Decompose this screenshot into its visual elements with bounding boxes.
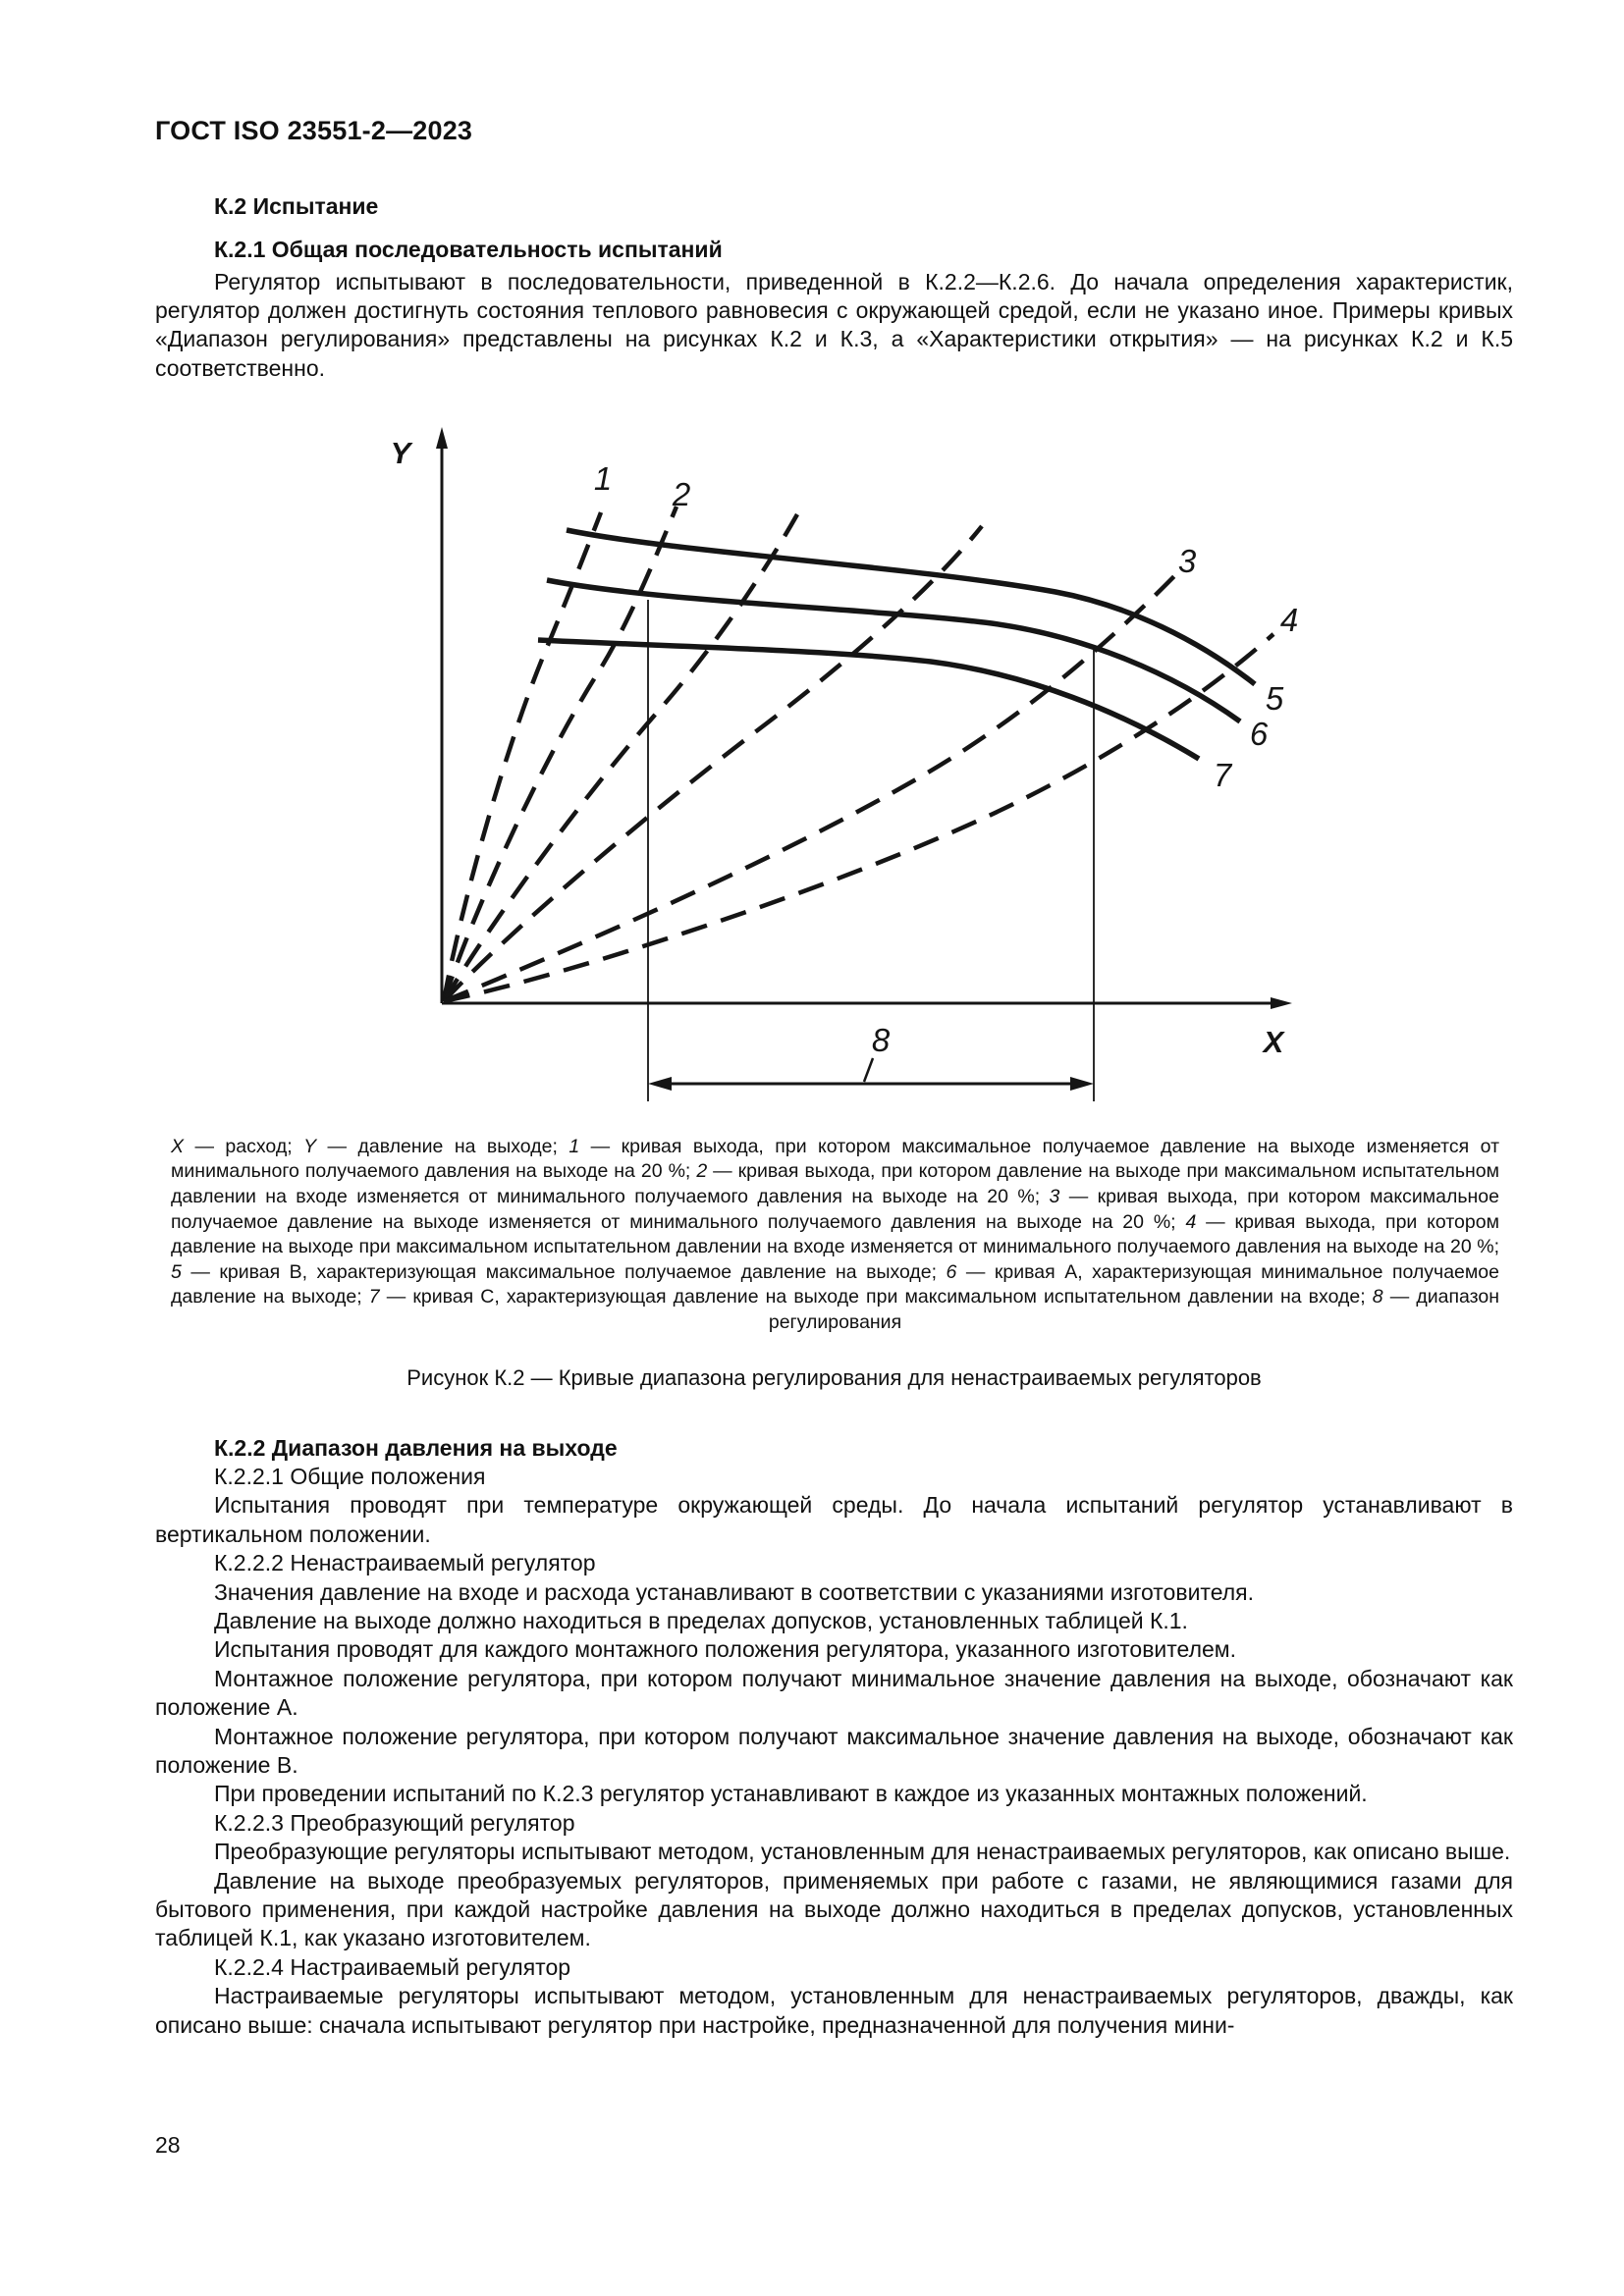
paragraph: Преобразующие регуляторы испытывают методом, установленным для ненастраиваемых регуляторов, как описано выше. xyxy=(214,1839,1511,1865)
paragraph: Давление на выходе преобразуемых регуляторов, применяемых при работе с газами, не являющимися газами для бытового применения, при каждой настройке давления на выходе должно находиться в пределах допусков, установленных таблицей К.1, как указано изготовителем. xyxy=(155,1867,1513,1951)
curve-4 xyxy=(444,634,1273,1001)
curve-label-2: 2 xyxy=(672,475,691,512)
section-title-k2: К.2 Испытание xyxy=(214,193,379,219)
curve-label-1: 1 xyxy=(593,459,613,497)
curve-A-6 xyxy=(547,580,1240,721)
section-title-k221: К.2.2.1 Общие положения xyxy=(214,1463,486,1489)
curve-label-7: 7 xyxy=(1213,756,1232,793)
paragraph: При проведении испытаний по К.2.3 регулятор устанавливают в каждое из указанных монтажных положений. xyxy=(214,1781,1368,1807)
curve-label-5: 5 xyxy=(1265,679,1284,717)
x-axis-label: X xyxy=(1263,1024,1284,1059)
x-axis xyxy=(442,997,1292,1009)
y-axis-arrow xyxy=(436,427,448,449)
figure-title: Рисунок К.2 — Кривые диапазона регулирования для ненастраиваемых регуляторов xyxy=(406,1364,1262,1390)
section-title-k222: К.2.2.2 Ненастраиваемый регулятор xyxy=(214,1550,596,1576)
range-label-8: 8 xyxy=(871,1021,891,1058)
figure-k2 xyxy=(155,416,1513,1391)
paragraph: Испытания проводят при температуре окружающей среды. До начала испытаний регулятор устанавливают в вертикальном положении. xyxy=(155,1492,1513,1547)
running-header: ГОСТ ISO 23551-2—2023 xyxy=(155,116,473,145)
section-title-k224: К.2.2.4 Настраиваемый регулятор xyxy=(214,1953,571,1980)
dim-arrow-right xyxy=(1070,1077,1094,1091)
curve-label-3: 3 xyxy=(1177,542,1197,579)
curve-label-6: 6 xyxy=(1249,715,1269,752)
x-axis-arrow xyxy=(1271,997,1292,1009)
range-dimension xyxy=(648,1058,1094,1091)
figure-legend: X — расход; Y — давление на выходе; 1 — кривая выхода, при котором максимальное получаемое давление на выходе изменяется от минимального получаемого давления на выходе на 20 %; 2 — кривая выхода, при котором давление на выходе при максимальном испытательном давлении на входе изменяется от минимального получаемого давления на выходе на 20 %; 3 — кривая выхода, при котором максимальное получаемое давление на выходе изменяется от минимального получаемого давления на выходе на 20 %; 4 — кривая выхода, при котором давление на выходе при максимальном испытательном давлении на входе изменяется от минимального получаемого давления на выходе на 20 %; 5 — кривая В, характеризующая максимальное получаемое давление на выходе; 6 — кривая А, характеризующая минимальное получаемое давление на выходе; 7 — кривая С, характеризующая давление на выходе при максимальном испытательном давлении на входе; 8 — диапазон регулирования xyxy=(171,1135,1500,1333)
curve-label-4: 4 xyxy=(1279,601,1299,638)
section-title-k223: К.2.2.3 Преобразующий регулятор xyxy=(214,1809,575,1836)
dim-arrow-left xyxy=(648,1077,672,1091)
paragraph: Монтажное положение регулятора, при котором получают максимальное значение давления на выходе, обозначают как положение В. xyxy=(155,1723,1513,1779)
section-title-k21: К.2.1 Общая последовательность испытаний xyxy=(214,237,723,262)
page-number: 28 xyxy=(155,2132,181,2158)
paragraph: Значения давление на входе и расхода устанавливают в соответствии с указаниями изготовителя. xyxy=(214,1578,1254,1605)
paragraph: Испытания проводят для каждого монтажного положения регулятора, указанного изготовителем. xyxy=(214,1636,1236,1663)
label-8-leader xyxy=(864,1058,873,1082)
paragraph-k21: Регулятор испытывают в последовательности, приведенной в К.2.2—К.2.6. До начала определения характеристик, регулятор должен достигнуть состояния теплового равновесия с окружающей средой, если не указано иное. Примеры кривых «Диапазон регулирования» представлены на рисунках К.2 и К.3, а «Характеристики открытия» — на рисунках К.2 и К.5 соответственно. xyxy=(155,269,1513,381)
section-title-k22: К.2.2 Диапазон давления на выходе xyxy=(214,1434,618,1461)
y-axis xyxy=(436,427,448,1003)
paragraph: Давление на выходе должно находиться в пределах допусков, установленных таблицей К.1. xyxy=(214,1608,1188,1633)
figure-k2-chart xyxy=(373,416,1375,1115)
paragraph: Монтажное положение регулятора, при котором получают минимальное значение давления на выходе, обозначают как положение А. xyxy=(155,1665,1513,1721)
flow-curves-dashed xyxy=(444,507,1273,1001)
curve-C-7 xyxy=(538,640,1199,759)
paragraph: Настраиваемые регуляторы испытывают методом, установленным для ненастраиваемых регуляторов, дважды, как описано выше: сначала испытывают регулятор при настройке, предназначенной для получения мини- xyxy=(155,1983,1513,2038)
y-axis-label: Y xyxy=(390,435,411,470)
